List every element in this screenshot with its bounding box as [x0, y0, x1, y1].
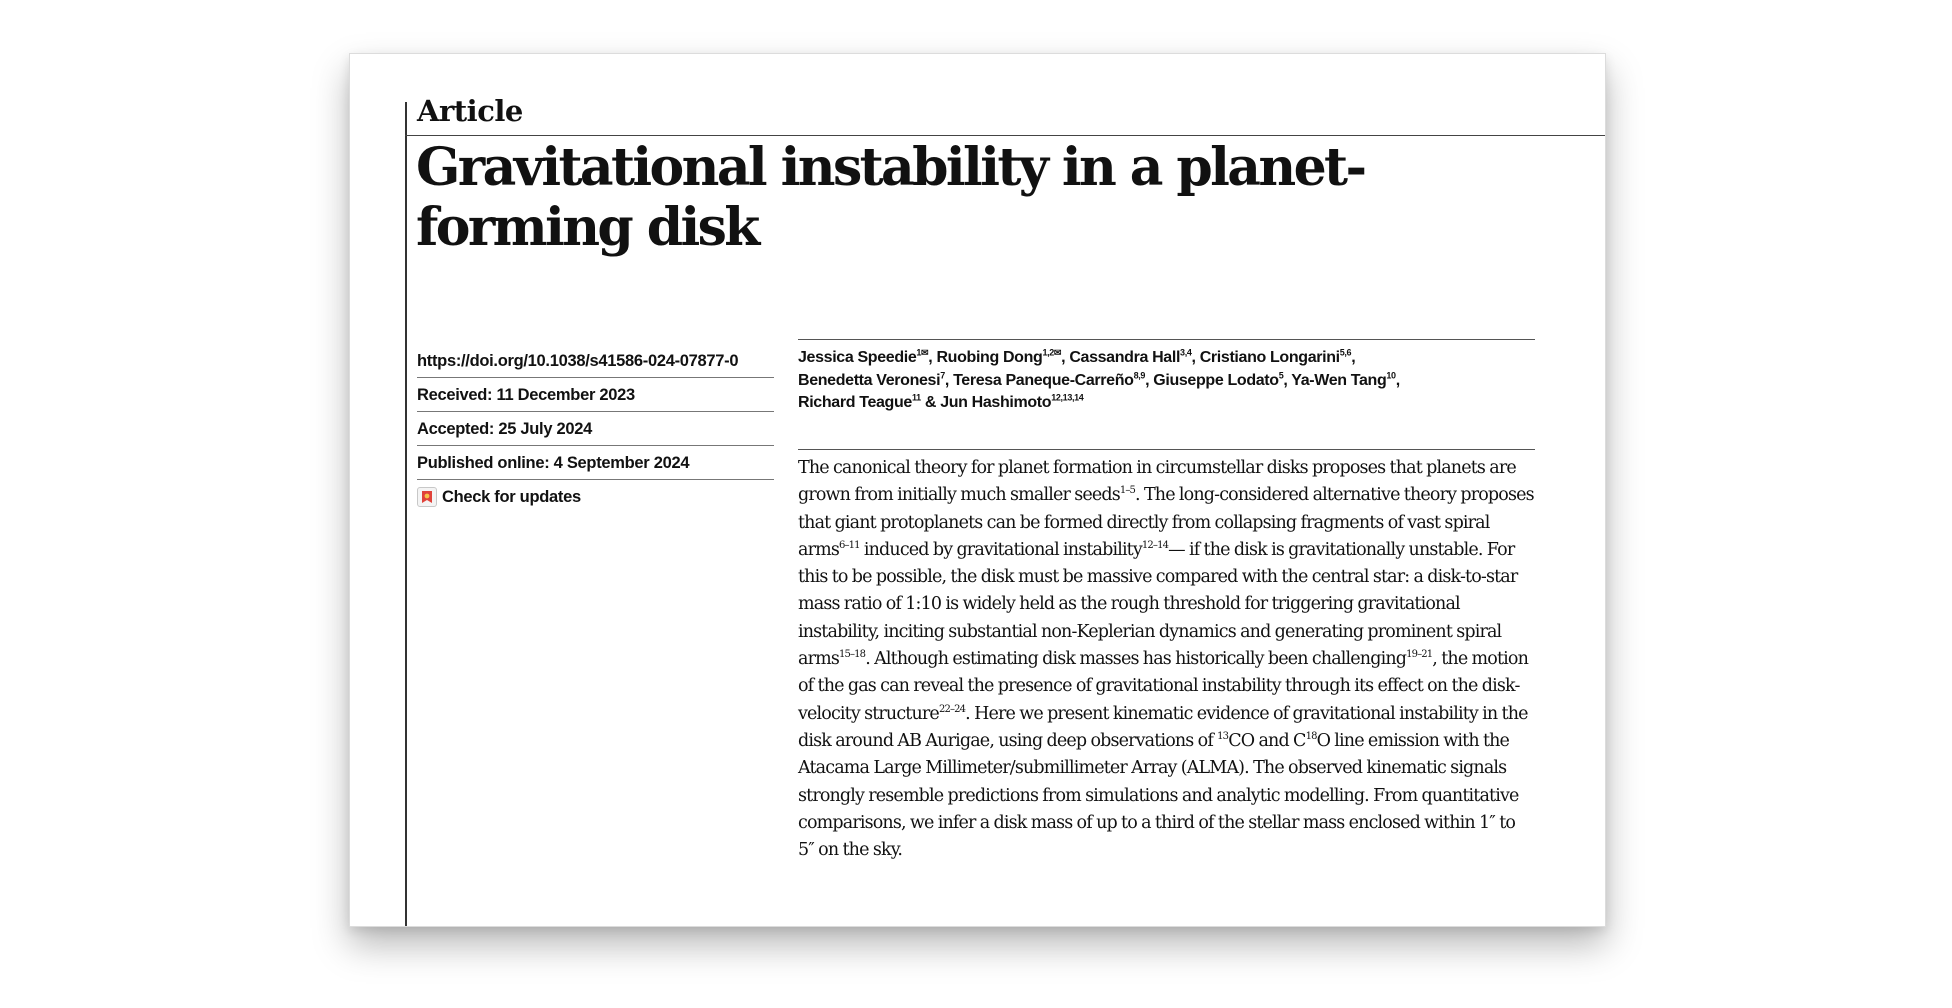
author-list: Jessica Speedie$^{1✉}$, Ruobing Dong$^{1,2✉}$, Cassandra Hall$^{3,4}$, Cristiano Longarini$^{5,6}$, Benedetta Veronesi$^7$, Teresa Paneque-Carreño$^{8,9}$, Giuseppe Lodato$^5$, Ya-Wen Tang$^{10}$, Richard Teague$^{11}$ & Jun Hashimoto$^{12,13,14}$: [798, 347, 1400, 411]
paper-title: Gravitational instability in a planet-forming disk: [416, 137, 1365, 258]
author[interactable]: Ruobing Dong$^{1,2✉}$: [936, 347, 1062, 366]
citation[interactable]: 6–11: [838, 540, 860, 552]
author[interactable]: Richard Teague$^{11}$: [798, 392, 921, 411]
received-date: Received: 11 December 2023: [417, 378, 774, 412]
published-date: Published online: 4 September 2024: [417, 446, 774, 480]
author[interactable]: Giuseppe Lodato$^5$: [1153, 370, 1284, 389]
author[interactable]: Cristiano Longarini$^{5,6}$: [1199, 347, 1352, 366]
accepted-date: Accepted: 25 July 2024: [417, 412, 774, 446]
isotope-superscript: 13: [1217, 731, 1229, 743]
abstract-paragraph: The canonical theory for planet formation in circumstellar disks proposes that planets are grown from initially much smaller seeds$^{1-5}$. The long-considered alternative theory proposes that giant protoplanets can be formed directly from collapsing fragments of vast spiral arms$^{6-11}$ induced by gravitational instability$^{12-14}$— if the disk is gravitationally unstable. For this to be possible, the disk must be massive compared with the central star: a disk-to-star mass ratio of 1:10 is widely held as the rough threshold for triggering gravitational instability, inciting substantial non-Keplerian dynamics and generating prominent spiral arms$^{15-18}$. Although estimating disk masses has historically been challenging$^{19-21}$, the motion of the gas can reveal the presence of gravitational instability through its effect on the disk-velocity structure$^{22-24}$. Here we present kinematic evidence of gravitational instability in the disk around AB Aurigae, using deep observations of $^{13}$CO and $C^{18}O$ line emission with the Atacama Large Millimeter/submillimeter Array (ALMA). The observed kinematic signals strongly resemble predictions from simulations and analytic modelling. From quantitative comparisons, we infer a disk mass of up to a third of the stellar mass enclosed within 1″ to 5″ on the sky.: [798, 458, 1534, 861]
author[interactable]: Cassandra Hall$^{3,4}$: [1069, 347, 1192, 366]
author[interactable]: Ya-Wen Tang$^{10}$: [1291, 370, 1396, 389]
citation[interactable]: 22–24: [938, 703, 966, 715]
author[interactable]: Benedetta Veronesi$^7$: [798, 370, 945, 389]
citation[interactable]: 12–14: [1141, 540, 1169, 552]
left-margin-rule: [405, 102, 407, 926]
check-updates-icon: [417, 487, 437, 507]
paper-page: [349, 53, 1606, 927]
publication-metadata: [417, 344, 774, 513]
author[interactable]: Jessica Speedie$^{1✉}$: [798, 347, 929, 366]
author[interactable]: Teresa Paneque-Carreño$^{8,9}$: [953, 370, 1146, 389]
author[interactable]: Jun Hashimoto$^{12,13,14}$: [940, 392, 1084, 411]
citation[interactable]: 15–18: [838, 649, 866, 661]
citation[interactable]: 1–5: [1119, 485, 1136, 497]
header-rule: [405, 135, 1605, 136]
authors-rule: [798, 339, 1535, 340]
article-type-label: Article: [417, 94, 523, 128]
abstract-rule: [798, 449, 1535, 450]
doi-link[interactable]: https://doi.org/10.1038/s41586-024-07877-0: [417, 344, 774, 378]
isotope-superscript: 18: [1305, 731, 1317, 743]
check-for-updates-button[interactable]: [417, 480, 774, 513]
citation[interactable]: 19–21: [1406, 649, 1433, 661]
check-updates-label: Check for updates: [442, 487, 581, 506]
